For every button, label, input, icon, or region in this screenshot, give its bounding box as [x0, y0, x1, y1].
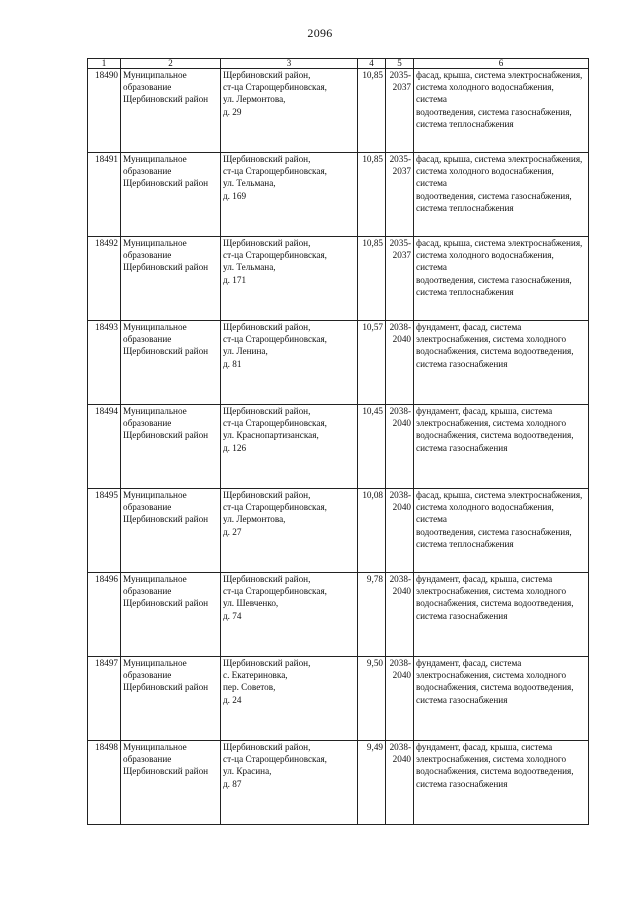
- address-cell: [221, 489, 358, 573]
- works-line: электроснабжения, система холодного: [416, 670, 567, 681]
- municipality-line: образование: [123, 334, 172, 345]
- municipality-line: Муниципальное: [123, 322, 187, 332]
- works-line: фасад, крыша, система электроснабжения,: [416, 70, 583, 80]
- works-cell: [414, 741, 589, 825]
- address-cell: [221, 573, 358, 657]
- years-line: 2038-: [389, 658, 411, 668]
- address-line: ст-ца Старощербиновская,: [223, 502, 327, 513]
- register-table: [87, 58, 589, 825]
- value: 9,78: [366, 574, 383, 584]
- years-line: 2038-: [389, 406, 411, 416]
- municipality-cell: [121, 321, 221, 405]
- address-line: Щербиновский район,: [223, 742, 311, 752]
- address-line: ул. Красина,: [223, 766, 272, 777]
- value: 9,49: [366, 742, 383, 752]
- years-cell: [386, 489, 414, 573]
- years-line: 2040: [392, 754, 411, 765]
- municipality-line: Щербиновский район: [123, 514, 209, 525]
- works-line: система газоснабжения: [416, 358, 508, 369]
- municipality-line: Щербиновский район: [123, 94, 209, 105]
- address-line: д. 29: [223, 106, 242, 117]
- works-line: электроснабжения, система холодного: [416, 418, 567, 429]
- row-number: 18493: [95, 322, 118, 332]
- address-line: ул. Тельмана,: [223, 262, 276, 273]
- years-line: 2040: [392, 418, 411, 429]
- years-cell: [386, 153, 414, 237]
- years-line: 2040: [392, 502, 411, 513]
- address-line: Щербиновский район,: [223, 238, 311, 248]
- municipality-cell: [121, 657, 221, 741]
- works-line: водоснабжения, система водоотведения,: [416, 682, 574, 693]
- row-number: 18498: [95, 742, 118, 752]
- municipality-cell: [121, 153, 221, 237]
- works-line: система газоснабжения: [416, 610, 508, 621]
- years-line: 2038-: [389, 490, 411, 500]
- works-line: система теплоснабжения: [416, 538, 514, 549]
- value-cell: [358, 321, 386, 405]
- works-line: водоотведения, система газоснабжения,: [416, 274, 572, 285]
- years-cell: [386, 657, 414, 741]
- address-line: Щербиновский район,: [223, 574, 311, 584]
- table-row: [88, 237, 589, 321]
- municipality-line: образование: [123, 586, 172, 597]
- works-line: система холодного водоснабжения, система: [416, 250, 554, 273]
- works-line: система газоснабжения: [416, 778, 508, 789]
- value: 9,50: [366, 658, 383, 668]
- table-row: [88, 573, 589, 657]
- address-line: ст-ца Старощербиновская,: [223, 586, 327, 597]
- works-line: система холодного водоснабжения, система: [416, 82, 554, 105]
- works-cell: [414, 69, 589, 153]
- years-line: 2035-: [389, 154, 411, 164]
- municipality-cell: [121, 741, 221, 825]
- value-cell: [358, 657, 386, 741]
- works-line: водоснабжения, система водоотведения,: [416, 430, 574, 441]
- municipality-line: образование: [123, 418, 172, 429]
- works-line: водоотведения, система газоснабжения,: [416, 190, 572, 201]
- address-line: Щербиновский район,: [223, 154, 311, 164]
- value: 10,57: [362, 322, 383, 332]
- works-cell: [414, 489, 589, 573]
- works-cell: [414, 321, 589, 405]
- table-row: [88, 153, 589, 237]
- address-line: Щербиновский район,: [223, 406, 311, 416]
- address-cell: [221, 153, 358, 237]
- row-number: 18491: [95, 154, 118, 164]
- years-line: 2040: [392, 334, 411, 345]
- address-line: ст-ца Старощербиновская,: [223, 754, 327, 765]
- municipality-line: Щербиновский район: [123, 178, 209, 189]
- works-line: система холодного водоснабжения, система: [416, 166, 554, 189]
- works-line: система холодного водоснабжения, система: [416, 502, 554, 525]
- municipality-line: Щербиновский район: [123, 346, 209, 357]
- row-number: 18496: [95, 574, 118, 584]
- municipality-line: Щербиновский район: [123, 682, 209, 693]
- works-line: фасад, крыша, система электроснабжения,: [416, 490, 583, 500]
- row-number-cell: [88, 741, 121, 825]
- row-number-cell: [88, 657, 121, 741]
- value-cell: [358, 573, 386, 657]
- table-row: [88, 69, 589, 153]
- row-number-cell: [88, 237, 121, 321]
- years-cell: [386, 573, 414, 657]
- row-number-cell: [88, 489, 121, 573]
- works-line: электроснабжения, система холодного: [416, 334, 567, 345]
- works-line: водоснабжения, система водоотведения,: [416, 766, 574, 777]
- address-line: д. 87: [223, 778, 242, 789]
- works-line: водоотведения, система газоснабжения,: [416, 106, 572, 117]
- municipality-line: образование: [123, 754, 172, 765]
- value-cell: [358, 153, 386, 237]
- works-cell: [414, 153, 589, 237]
- years-cell: [386, 237, 414, 321]
- value: 10,85: [362, 70, 383, 80]
- column-header: 5: [386, 59, 414, 69]
- address-cell: [221, 237, 358, 321]
- address-line: ул. Шевченко,: [223, 598, 279, 609]
- row-number: 18490: [95, 70, 118, 80]
- works-line: фасад, крыша, система электроснабжения,: [416, 238, 583, 248]
- value: 10,08: [362, 490, 383, 500]
- works-line: электроснабжения, система холодного: [416, 586, 567, 597]
- works-line: электроснабжения, система холодного: [416, 754, 567, 765]
- years-cell: [386, 69, 414, 153]
- works-line: фундамент, фасад, крыша, система: [416, 574, 553, 584]
- years-cell: [386, 321, 414, 405]
- row-number: 18492: [95, 238, 118, 248]
- address-line: ул. Тельмана,: [223, 178, 276, 189]
- address-line: ул. Краснопартизанская,: [223, 430, 319, 441]
- address-line: ст-ца Старощербиновская,: [223, 250, 327, 261]
- value: 10,45: [362, 406, 383, 416]
- municipality-line: образование: [123, 670, 172, 681]
- value-cell: [358, 69, 386, 153]
- address-line: ст-ца Старощербиновская,: [223, 82, 327, 93]
- works-line: фундамент, фасад, крыша, система: [416, 742, 553, 752]
- municipality-line: Муниципальное: [123, 154, 187, 164]
- address-cell: [221, 321, 358, 405]
- row-number-cell: [88, 69, 121, 153]
- years-cell: [386, 741, 414, 825]
- column-header: 1: [88, 59, 121, 69]
- address-line: ст-ца Старощербиновская,: [223, 418, 327, 429]
- works-line: фасад, крыша, система электроснабжения,: [416, 154, 583, 164]
- works-line: фундамент, фасад, система: [416, 658, 522, 668]
- municipality-cell: [121, 69, 221, 153]
- works-line: водоснабжения, система водоотведения,: [416, 346, 574, 357]
- works-line: фундамент, фасад, крыша, система: [416, 406, 553, 416]
- works-cell: [414, 237, 589, 321]
- address-line: д. 171: [223, 274, 247, 285]
- years-line: 2037: [392, 166, 411, 177]
- years-line: 2040: [392, 670, 411, 681]
- value-cell: [358, 489, 386, 573]
- municipality-cell: [121, 489, 221, 573]
- works-cell: [414, 573, 589, 657]
- municipality-line: образование: [123, 166, 172, 177]
- table-row: [88, 489, 589, 573]
- address-line: д. 81: [223, 358, 242, 369]
- address-line: Щербиновский район,: [223, 70, 311, 80]
- address-cell: [221, 657, 358, 741]
- years-line: 2040: [392, 586, 411, 597]
- value-cell: [358, 237, 386, 321]
- address-line: Щербиновский район,: [223, 658, 311, 668]
- table-row: [88, 657, 589, 741]
- municipality-cell: [121, 237, 221, 321]
- municipality-cell: [121, 405, 221, 489]
- address-cell: [221, 69, 358, 153]
- address-line: пер. Советов,: [223, 682, 276, 693]
- register-body: [88, 69, 589, 825]
- value: 10,85: [362, 154, 383, 164]
- header-row: [88, 59, 589, 69]
- works-line: система теплоснабжения: [416, 286, 514, 297]
- municipality-line: Щербиновский район: [123, 262, 209, 273]
- address-line: д. 126: [223, 442, 247, 453]
- municipality-line: Щербиновский район: [123, 430, 209, 441]
- years-line: 2038-: [389, 742, 411, 752]
- value: 10,85: [362, 238, 383, 248]
- row-number: 18495: [95, 490, 118, 500]
- table-row: [88, 321, 589, 405]
- row-number: 18494: [95, 406, 118, 416]
- municipality-line: Щербиновский район: [123, 766, 209, 777]
- column-header: 3: [221, 59, 358, 69]
- works-line: система теплоснабжения: [416, 202, 514, 213]
- works-line: система теплоснабжения: [416, 118, 514, 129]
- years-line: 2035-: [389, 238, 411, 248]
- address-line: ул. Ленина,: [223, 346, 268, 357]
- address-line: Щербиновский район,: [223, 322, 311, 332]
- municipality-line: Муниципальное: [123, 574, 187, 584]
- row-number-cell: [88, 405, 121, 489]
- address-cell: [221, 741, 358, 825]
- address-line: д. 74: [223, 610, 242, 621]
- address-cell: [221, 405, 358, 489]
- address-line: ст-ца Старощербиновская,: [223, 334, 327, 345]
- years-line: 2035-: [389, 70, 411, 80]
- years-line: 2037: [392, 82, 411, 93]
- works-line: система газоснабжения: [416, 694, 508, 705]
- address-line: д. 169: [223, 190, 247, 201]
- address-line: д. 24: [223, 694, 242, 705]
- row-number-cell: [88, 573, 121, 657]
- municipality-cell: [121, 573, 221, 657]
- address-line: д. 27: [223, 526, 242, 537]
- column-header: 6: [414, 59, 589, 69]
- address-line: ул. Лермонтова,: [223, 94, 286, 105]
- value-cell: [358, 741, 386, 825]
- column-header: 4: [358, 59, 386, 69]
- years-line: 2038-: [389, 574, 411, 584]
- works-cell: [414, 405, 589, 489]
- address-line: Щербиновский район,: [223, 490, 311, 500]
- table-row: [88, 741, 589, 825]
- years-line: 2038-: [389, 322, 411, 332]
- address-line: ст-ца Старощербиновская,: [223, 166, 327, 177]
- years-line: 2037: [392, 250, 411, 261]
- municipality-line: Муниципальное: [123, 70, 187, 80]
- value-cell: [358, 405, 386, 489]
- row-number-cell: [88, 321, 121, 405]
- address-line: ул. Лермонтова,: [223, 514, 286, 525]
- row-number: 18497: [95, 658, 118, 668]
- years-cell: [386, 405, 414, 489]
- address-line: с. Екатериновка,: [223, 670, 288, 681]
- works-line: водоснабжения, система водоотведения,: [416, 598, 574, 609]
- municipality-line: Муниципальное: [123, 658, 187, 668]
- municipality-line: образование: [123, 250, 172, 261]
- works-line: система газоснабжения: [416, 442, 508, 453]
- column-header: 2: [121, 59, 221, 69]
- municipality-line: образование: [123, 502, 172, 513]
- municipality-line: образование: [123, 82, 172, 93]
- works-cell: [414, 657, 589, 741]
- works-line: фундамент, фасад, система: [416, 322, 522, 332]
- works-line: водоотведения, система газоснабжения,: [416, 526, 572, 537]
- municipality-line: Щербиновский район: [123, 598, 209, 609]
- municipality-line: Муниципальное: [123, 742, 187, 752]
- municipality-line: Муниципальное: [123, 238, 187, 248]
- page-number: 2096: [307, 26, 333, 40]
- municipality-line: Муниципальное: [123, 406, 187, 416]
- municipality-line: Муниципальное: [123, 490, 187, 500]
- row-number-cell: [88, 153, 121, 237]
- table-row: [88, 405, 589, 489]
